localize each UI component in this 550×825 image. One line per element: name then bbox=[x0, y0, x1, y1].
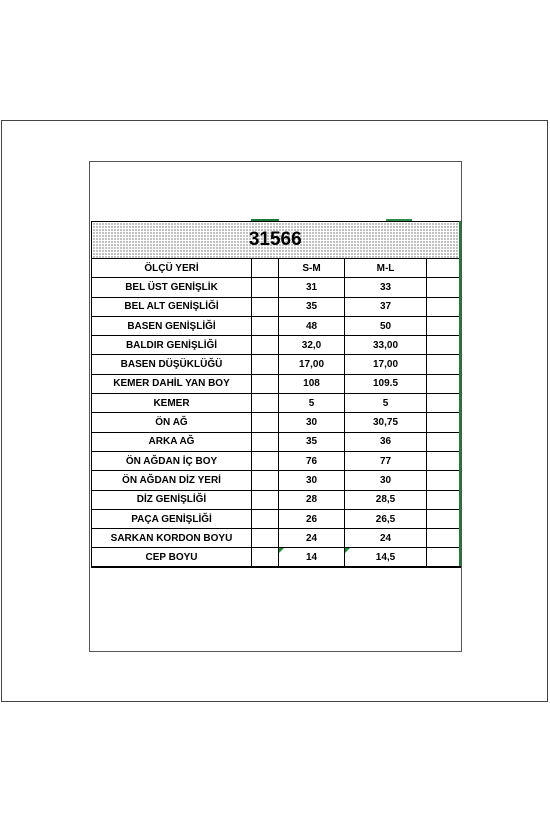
header-size-2: M-L bbox=[345, 259, 427, 278]
empty-cell bbox=[427, 451, 460, 470]
empty-cell bbox=[252, 278, 279, 297]
empty-cell bbox=[252, 355, 279, 374]
table-row bbox=[92, 374, 460, 393]
size-2-value: 28,5 bbox=[345, 490, 427, 509]
table-row bbox=[92, 509, 460, 528]
table-row bbox=[92, 355, 460, 374]
size-2-value: 77 bbox=[345, 451, 427, 470]
table-row bbox=[92, 297, 460, 316]
header-size-1: S-M bbox=[279, 259, 345, 278]
empty-cell bbox=[427, 432, 460, 451]
empty-cell bbox=[427, 336, 460, 355]
empty-cell bbox=[252, 259, 279, 278]
table-row bbox=[92, 316, 460, 335]
size-2-value: 33,00 bbox=[345, 336, 427, 355]
measurement-label: BASEN GENİŞLİĞİ bbox=[92, 316, 252, 335]
size-1-value: 17,00 bbox=[279, 355, 345, 374]
size-1-value: 26 bbox=[279, 509, 345, 528]
size-2-value: 14,5 bbox=[345, 548, 427, 567]
table-row bbox=[92, 451, 460, 470]
measurement-label: BEL ALT GENİŞLİĞİ bbox=[92, 297, 252, 316]
size-1-value: 108 bbox=[279, 374, 345, 393]
empty-cell bbox=[252, 336, 279, 355]
measurement-rows bbox=[92, 278, 460, 567]
empty-cell bbox=[427, 316, 460, 335]
empty-cell bbox=[252, 548, 279, 567]
empty-cell bbox=[427, 394, 460, 413]
table-row bbox=[92, 278, 460, 297]
measurement-label: ÖN AĞ bbox=[92, 413, 252, 432]
size-1-value: 30 bbox=[279, 471, 345, 490]
measurement-label: KEMER DAHİL YAN BOY bbox=[92, 374, 252, 393]
measurement-label: BALDIR GENİŞLİĞİ bbox=[92, 336, 252, 355]
size-2-value: 17,00 bbox=[345, 355, 427, 374]
measurement-label: KEMER bbox=[92, 394, 252, 413]
table-row bbox=[92, 432, 460, 451]
table-row bbox=[92, 336, 460, 355]
empty-cell bbox=[427, 509, 460, 528]
cell-indicator-icon bbox=[345, 548, 350, 553]
table-row bbox=[92, 394, 460, 413]
size-2-value: 37 bbox=[345, 297, 427, 316]
size-2-value: 109.5 bbox=[345, 374, 427, 393]
size-2-value: 30 bbox=[345, 471, 427, 490]
empty-cell bbox=[252, 374, 279, 393]
measurement-label: ÖN AĞDAN DİZ YERİ bbox=[92, 471, 252, 490]
size-2-value: 26,5 bbox=[345, 509, 427, 528]
empty-cell bbox=[252, 432, 279, 451]
table-row bbox=[92, 490, 460, 509]
header-label: ÖLÇÜ YERİ bbox=[92, 259, 252, 278]
empty-cell bbox=[427, 413, 460, 432]
size-2-value: 36 bbox=[345, 432, 427, 451]
empty-cell bbox=[427, 259, 460, 278]
size-1-value: 48 bbox=[279, 316, 345, 335]
measurement-label: CEP BOYU bbox=[92, 548, 252, 567]
empty-cell bbox=[252, 529, 279, 548]
empty-cell bbox=[427, 548, 460, 567]
table-row bbox=[92, 548, 460, 567]
measurement-label: BASEN DÜŞÜKLÜĞÜ bbox=[92, 355, 252, 374]
cell-indicator-icon bbox=[279, 548, 284, 553]
size-1-value: 5 bbox=[279, 394, 345, 413]
size-1-value: 24 bbox=[279, 529, 345, 548]
empty-cell bbox=[427, 490, 460, 509]
product-code: 31566 bbox=[248, 229, 302, 250]
empty-cell bbox=[252, 490, 279, 509]
empty-cell bbox=[427, 278, 460, 297]
size-chart-sheet bbox=[89, 161, 462, 652]
empty-cell bbox=[252, 451, 279, 470]
header-row bbox=[92, 259, 460, 278]
empty-cell bbox=[252, 316, 279, 335]
empty-cell bbox=[427, 355, 460, 374]
table-row bbox=[92, 529, 460, 548]
measurement-label: PAÇA GENİŞLİĞİ bbox=[92, 509, 252, 528]
size-1-value: 32,0 bbox=[279, 336, 345, 355]
size-1-value: 14 bbox=[279, 548, 345, 567]
empty-cell bbox=[427, 297, 460, 316]
measurement-label: SARKAN KORDON BOYU bbox=[92, 529, 252, 548]
size-2-value: 50 bbox=[345, 316, 427, 335]
empty-cell bbox=[252, 471, 279, 490]
size-1-value: 76 bbox=[279, 451, 345, 470]
empty-cell bbox=[427, 529, 460, 548]
size-2-value: 30,75 bbox=[345, 413, 427, 432]
measurement-label: ÖN AĞDAN İÇ BOY bbox=[92, 451, 252, 470]
size-2-value: 33 bbox=[345, 278, 427, 297]
size-2-value: 5 bbox=[345, 394, 427, 413]
table-row bbox=[92, 413, 460, 432]
empty-cell bbox=[427, 471, 460, 490]
title-row bbox=[92, 222, 460, 259]
size-2-value: 24 bbox=[345, 529, 427, 548]
size-1-value: 35 bbox=[279, 432, 345, 451]
measurement-label: DİZ GENİŞLİĞİ bbox=[92, 490, 252, 509]
size-1-value: 30 bbox=[279, 413, 345, 432]
measurement-label: ARKA AĞ bbox=[92, 432, 252, 451]
empty-cell bbox=[252, 297, 279, 316]
measurement-label: BEL ÜST GENİŞLİK bbox=[92, 278, 252, 297]
size-1-value: 35 bbox=[279, 297, 345, 316]
size-table bbox=[91, 221, 461, 568]
product-code-cell bbox=[92, 222, 460, 259]
size-1-value: 31 bbox=[279, 278, 345, 297]
empty-cell bbox=[427, 374, 460, 393]
size-1-value: 28 bbox=[279, 490, 345, 509]
empty-cell bbox=[252, 394, 279, 413]
table-row bbox=[92, 471, 460, 490]
empty-cell bbox=[252, 509, 279, 528]
empty-cell bbox=[252, 413, 279, 432]
